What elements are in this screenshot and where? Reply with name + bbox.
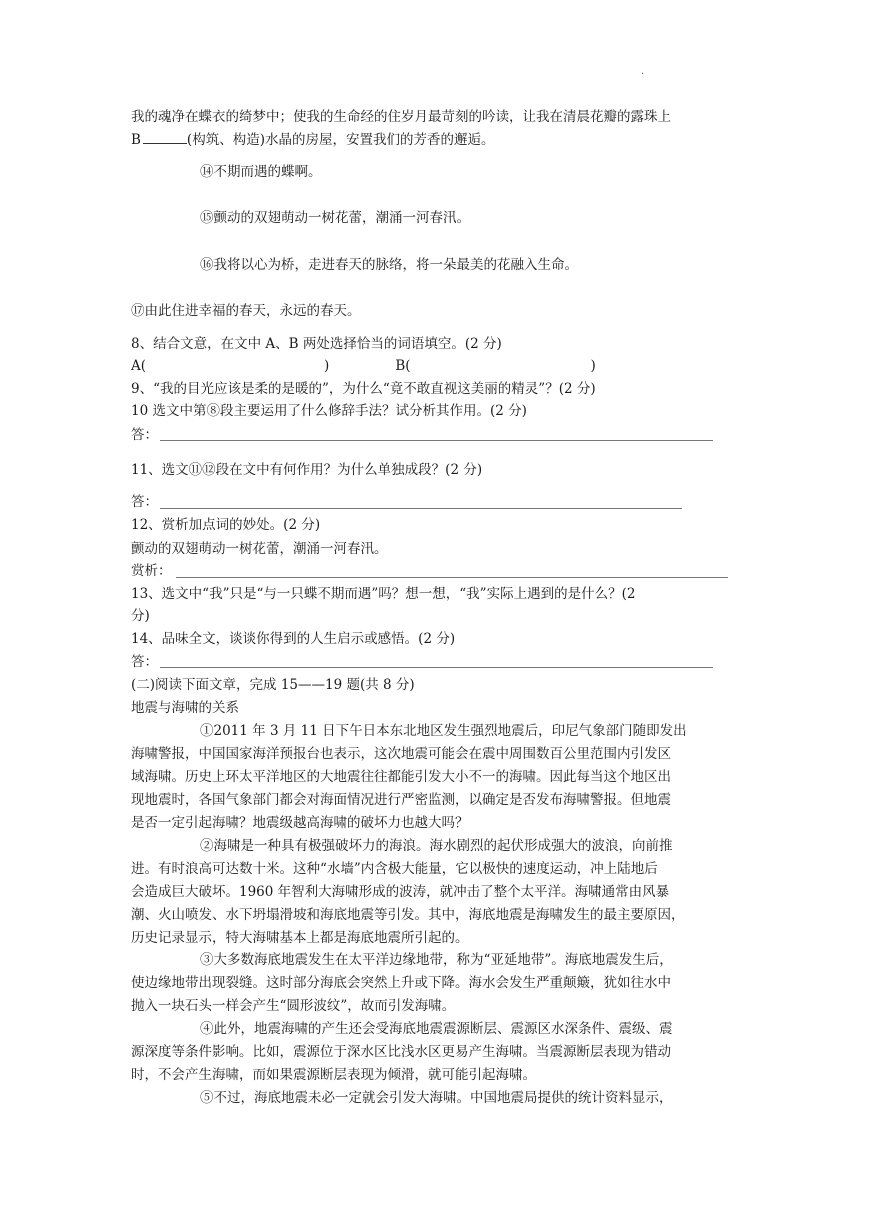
- article-title: 地震与海啸的关系: [131, 700, 239, 716]
- question-8: 8、结合文意，在文中 A、B 两处选择恰当的词语填空。(2 分): [131, 336, 502, 352]
- answer-a-close: ): [324, 358, 330, 374]
- paragraph-15: ⑮颤动的双翅萌动一树花蕾，潮涌一河春汛。: [200, 210, 470, 226]
- answer-line-14: [160, 667, 713, 668]
- article-p2-line: 进。有时浪高可达数十米。这种“水墙”内含极大能量，它以极快的速度运动，冲上陆地后: [131, 861, 658, 877]
- paragraph-17: ⑰由此住进幸福的春天，永远的春天。: [131, 303, 361, 319]
- article-p2-line: 历史记录显示，特大海啸基本上都是海底地震所引起的。: [131, 930, 469, 946]
- answer-line-10: [160, 440, 713, 441]
- article-p5-line: ⑤不过，海底地震未必一定就会引发大海啸。中国地震局提供的统计资料显示，: [200, 1090, 673, 1106]
- article-p4-line: 时，不会产生海啸，而如果震源断层表现为倾滑，就可能引起海啸。: [131, 1067, 536, 1083]
- question-13-line-1: 13、选文中“我”只是“与一只蝶不期而遇”吗？想一想，“我”实际上遇到的是什么？(2: [131, 586, 636, 602]
- blank-b-line: [143, 129, 187, 144]
- question-10: 10 选文中第⑧段主要运用了什么修辞手法？试分析其作用。(2 分): [131, 403, 527, 419]
- article-p3-line: 抛入一块石头一样会产生“圆形波纹”，故而引发海啸。: [131, 998, 456, 1014]
- answer-line-11: [160, 508, 682, 509]
- article-p1-line: 现地震时，各国气象部门都会对海面情况进行严密监测，以确定是否发布海啸警报。但地震: [131, 792, 671, 808]
- paragraph-14: ⑭不期而遇的蝶啊。: [200, 164, 322, 180]
- article-p1-line: ①2011 年 3 月 11 日下午日本东北地区发生强烈地震后，印尼气象部门随即发出: [200, 723, 687, 739]
- question-8-answer-row: [131, 356, 596, 376]
- article-p1-line: 是否一定引起海啸？地震级越高海啸的破坏力也越大吗？: [131, 815, 469, 831]
- poem-line-1: 我的魂净在蝶衣的绮梦中；使我的生命经的住岁月最苛刻的吟读，让我在清晨花瓣的露珠上: [131, 109, 671, 125]
- paragraph-16: ⑯我将以心为桥，走进春天的脉络，将一朵最美的花融入生命。: [200, 257, 578, 273]
- article-p4-line: 源深度等条件影响。比如，震源位于深水区比浅水区更易产生海啸。当震源断层表现为错动: [131, 1044, 671, 1060]
- header-dot: .: [641, 66, 645, 77]
- article-p1-line: 域海啸。历史上环太平洋地区的大地震往往都能引发大小不一的海啸。因此每当这个地区出: [131, 769, 671, 785]
- answer-a-open: A(: [131, 358, 147, 374]
- answer-label-11: 答：: [131, 494, 158, 510]
- article-p3-line: 使边缘地带出现裂缝。这时部分海底会突然上升或下降。海水会发生严重颠簸，犹如往水中: [131, 975, 671, 991]
- section-2-heading: (二)阅读下面文章，完成 15——19 题(共 8 分): [131, 677, 415, 693]
- question-13-line-2: 分): [131, 608, 150, 624]
- article-p1-line: 海啸警报，中国国家海洋预报台也表示，这次地震可能会在震中周围数百公里范围内引发区: [131, 746, 671, 762]
- question-12: 12、赏析加点词的妙处。(2 分): [131, 517, 321, 533]
- answer-b-close: ): [590, 358, 596, 374]
- article-p2-line: ②海啸是一种具有极强破坏力的海浪。海水剧烈的起伏形成强大的波浪，向前推: [200, 838, 673, 854]
- answer-b-open: B(: [395, 358, 411, 374]
- appreciate-label: 赏析：: [131, 563, 172, 579]
- question-14: 14、品味全文，谈谈你得到的人生启示或感悟。(2 分): [131, 631, 456, 647]
- answer-label-10: 答：: [131, 427, 158, 443]
- question-12-sentence: 颤动的双翅萌动一树花蕾，潮涌一河春汛。: [131, 541, 388, 557]
- blank-b-label: B: [131, 132, 141, 148]
- poem-line-2-text: (构筑、构造)水晶的房屋，安置我们的芳香的邂逅。: [186, 132, 495, 148]
- poem-line-2: [131, 129, 494, 150]
- article-p2-line: 潮、火山喷发、水下坍塌滑坡和海底地震等引发。其中，海底地震是海啸发生的最主要原因，: [131, 907, 685, 923]
- article-p2-line: 会造成巨大破坏。1960 年智利大海啸形成的波涛，就冲击了整个太平洋。海啸通常由风暴: [131, 884, 670, 900]
- answer-label-14: 答：: [131, 654, 158, 670]
- article-p3-line: ③大多数海底地震发生在太平洋边缘地带，称为“亚延地带”。海底地震发生后，: [200, 952, 673, 968]
- article-p4-line: ④此外，地震海啸的产生还会受海底地震震源断层、震源区水深条件、震级、震: [200, 1021, 673, 1037]
- question-11: 11、选文⑪⑫段在文中有何作用？为什么单独成段？(2 分): [131, 462, 483, 478]
- question-9: 9、“我的目光应该是柔的是暖的”，为什么“竟不敢直视这美丽的精灵”？(2 分): [131, 381, 596, 397]
- answer-line-12: [176, 577, 728, 578]
